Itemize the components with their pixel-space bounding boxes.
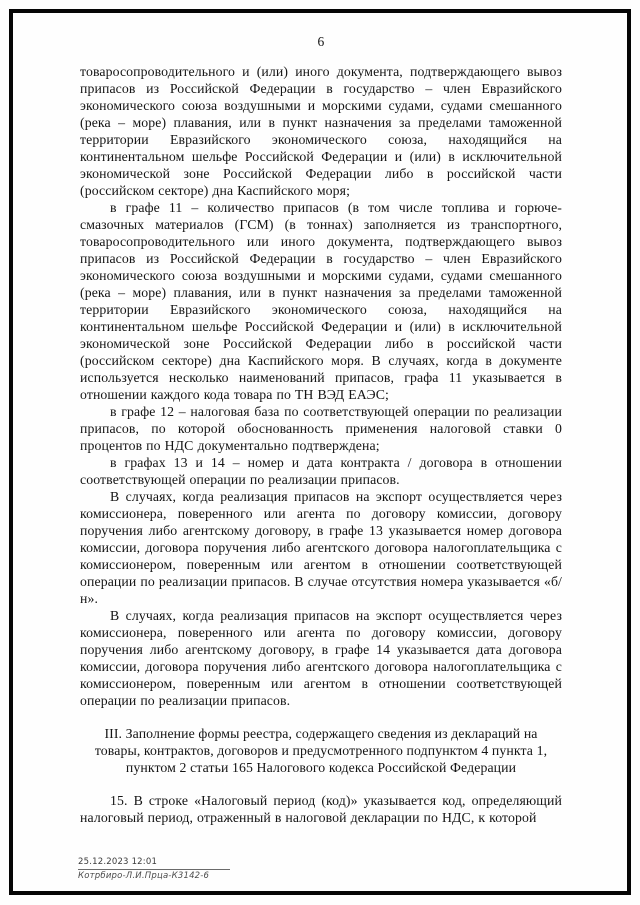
stamp-divider <box>78 869 230 870</box>
paragraph-grafa-11: в графе 11 – количество припасов (в том числе топлива и горюче-смазочных материалов (ГСМ) (в тоннах) заполняется из транспортного, товаросопроводительного или иного документа, подтверждающего вывоз припасов из Российской Федерации в государство – член Евразийского экономического союза воздушными и морскими судами, судами смешанного (река – море) плавания, или в пункт назначения за пределами таможенной территории Евразийского экономического союза, находящийся на континентальном шельфе Российской Федерации и (или) в исключительной экономической зоне Российской Федерации либо в российской части (российском секторе) дна Каспийского моря. В случаях, когда в документе используется несколько наименований припасов, графа 11 указывается в отношении каждого кода товара по ТН ВЭД ЕАЭС; <box>80 200 562 402</box>
section-heading-iii: III. Заполнение формы реестра, содержащего сведения из деклараций на товары, контрактов, договоров и предусмотренного подпунктом 4 пункта 1, пунктом 2 статьи 165 Налогового кодекса Российской Федерации <box>94 726 548 775</box>
text-column <box>80 34 562 826</box>
paragraph-komissioner-grafa-13: В случаях, когда реализация припасов на экспорт осуществляется через комиссионера, поверенного или агента по договору комиссии, договору поручения либо агентскому договору, в графе 13 указывается номер договора комиссии, договора поручения либо агентского договора налогоплательщика с комиссионером, поверенным или агентом в отношении соответствующей операции по реализации припасов. В случае отсутствия номера указывается «б/н». <box>80 489 562 606</box>
stamp-timestamp: 25.12.2023 12:01 <box>78 857 158 867</box>
paragraph-grafy-13-14: в графах 13 и 14 – номер и дата контракта / договора в отношении соответствующей операции по реализации припасов. <box>80 455 562 487</box>
page-number: 6 <box>317 34 325 49</box>
paragraph-15: 15. В строке «Налоговый период (код)» указывается код, определяющий налоговый период, отраженный в налоговой декларации по НДС, к которой <box>80 793 562 825</box>
registration-stamp <box>78 857 230 881</box>
paragraph-komissioner-grafa-14: В случаях, когда реализация припасов на экспорт осуществляется через комиссионера, поверенного или агента по договору комиссии, договору поручения либо агентскому договору, в графе 14 указывается дата договора комиссии, договора поручения либо агентского договора налогоплательщика с комиссионером, поверенным или агентом в отношении соответствующей операции по реализации припасов. <box>80 608 562 708</box>
paragraph-continuation: товаросопроводительного и (или) иного документа, подтверждающего вывоз припасов из Российской Федерации в государство – член Евразийского экономического союза воздушными и морскими судами, судами смешанного (река – море) плавания, или в пункт назначения за пределами таможенной территории Евразийского экономического союза, находящийся на континентальном шельфе Российской Федерации и (или) в исключительной экономической зоне Российской Федерации либо в российской части (российском секторе) дна Каспийского моря; <box>80 64 562 198</box>
paragraph-grafa-12: в графе 12 – налоговая база по соответствующей операции по реализации припасов, по которой обоснованность применения налоговой ставки 0 процентов по НДС документально подтверждена; <box>80 404 562 453</box>
stamp-signature-note: Котрбиро-Л.И.Прца-К3142-6 <box>78 871 210 881</box>
